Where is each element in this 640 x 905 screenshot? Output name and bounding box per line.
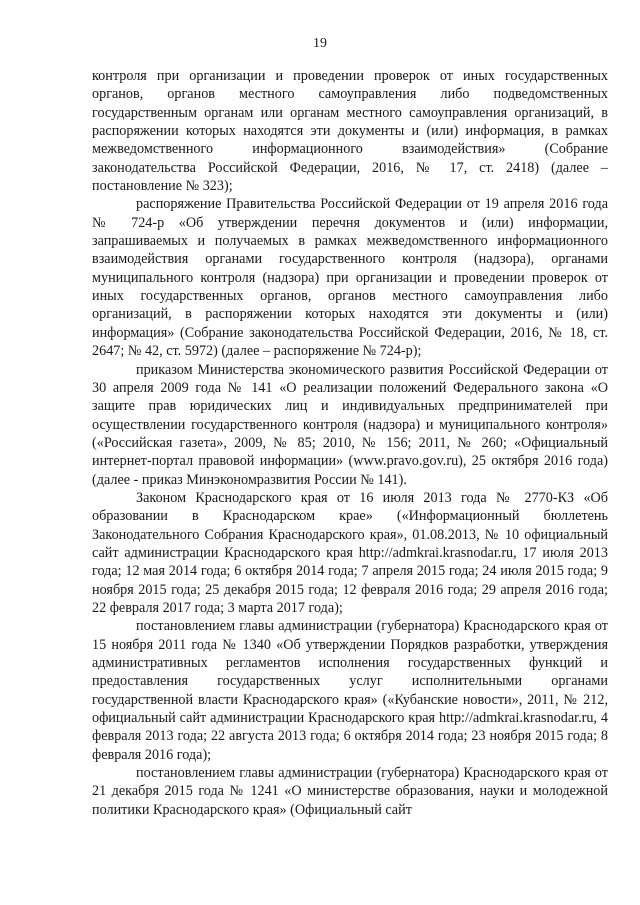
paragraph-resolution-1340: постановлением главы администрации (губернатора) Краснодарского края от 15 ноября 2011 года № 1340 «Об утверждении Порядков разработки, утверждения административных регламентов исполнения государственных функций и предоставления государственных услуг исполнительными органами государственной власти Краснодарского края» («Кубанские новости», 2011, № 212, официальный сайт администрации Краснодарского края http://admkrai.krasnodar.ru, 4 февраля 2013 года; 22 августа 2013 года; 6 октября 2014 года; 23 ноября 2015 года; 8 февраля 2016 года); xyxy=(92,618,608,763)
paragraph-resolution-1241: постановлением главы администрации (губернатора) Краснодарского края от 21 декабря 2015 года № 1241 «О министерстве образования, науки и молодежной политики Краснодарского края» (Официальный сайт xyxy=(92,765,608,818)
paragraph-ministry-order-141: приказом Министерства экономического развития Российской Федерации от 30 апреля 2009 года № 141 «О реализации положений Федерального закона «О защите прав юридических лиц и индивидуальных предпринимателей при осуществлении государственного контроля (надзора) и муниципального контроля» («Российская газета», 2009, № 85; 2010, № 156; 2011, № 260; «Официальный интернет-портал правовой информации» (www.pravo.gov.ru), 25 октября 2016 года) (далее - приказ Минэкономразвития России № 141). xyxy=(92,361,608,488)
paragraph-krasnodar-law-2770: Законом Краснодарского края от 16 июля 2013 года № 2770-КЗ «Об образовании в Краснодарском крае» («Информационный бюллетень Законодательного Собрания Краснодарского края», 01.08.2013, № 10 официальный сайт администрации Краснодарского края http://admkrai.krasnodar.ru, 17 июля 2013 года; 12 мая 2014 года; 6 октября 2014 года; 7 апреля 2015 года; 24 июля 2015 года; 9 ноября 2015 года; 25 декабря 2015 года; 12 февраля 2016 года; 29 апреля 2016 года; 22 февраля 2017 года; 3 марта 2017 года); xyxy=(92,489,608,616)
paragraph-order-724r: распоряжение Правительства Российской Федерации от 19 апреля 2016 года № 724-р «Об утверждении перечня документов и (или) информации, запрашиваемых и получаемых в рамках межведомственного информационного взаимодействия органами государственного контроля (надзора), органами муниципального контроля (надзора) при организации и проведении проверок от иных государственных органов, органов местного самоуправления либо организаций, в распоряжении которых находятся эти документы и (или) информация» (Собрание законодательства Российской Федерации, 2016, № 18, ст. 2647; № 42, ст. 5972) (далее – распоряжение № 724-р); xyxy=(92,196,608,360)
paragraph-continuation: контроля при организации и проведении проверок от иных государственных органов, органов местного самоуправления либо подведомственных государственным органам или органам местного самоуправления организаций, в распоряжении которых находятся эти документы и (или) информация, в рамках межведомственного информационного взаимодействия» (Собрание законодательства Российской Федерации, 2016, № 17, ст. 2418) (далее – постановление № 323); xyxy=(92,68,608,195)
page-number: 19 xyxy=(313,36,327,51)
document-body xyxy=(92,67,608,819)
